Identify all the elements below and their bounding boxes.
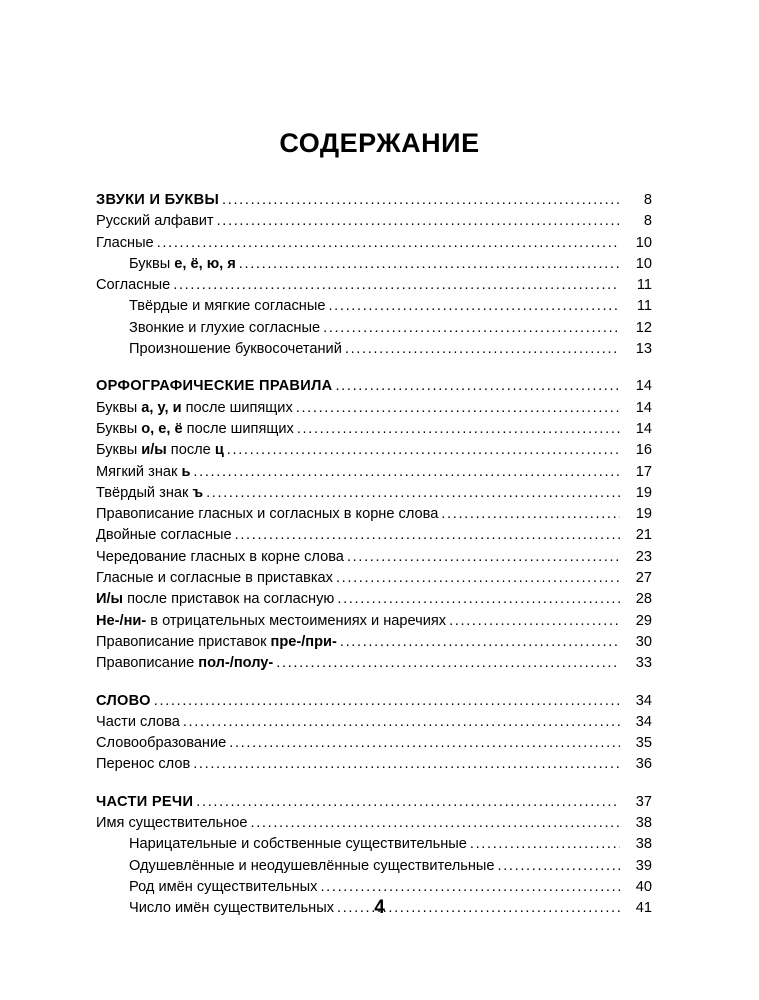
dot-leader (235, 525, 620, 546)
toc-entry-title (96, 483, 203, 504)
toc-page-number: 16 (635, 442, 652, 459)
toc-entry-title-bold-part: ъ (192, 484, 204, 501)
toc-entry-title-bold-part: Не-/ни- (96, 612, 147, 629)
toc-entry (96, 525, 652, 546)
toc-entry-title (96, 398, 293, 419)
toc-entry (96, 547, 652, 568)
toc-entry-title-part: Согласные (96, 277, 171, 294)
dot-leader (323, 318, 620, 339)
toc-entry-title-part: Буквы (96, 399, 142, 416)
toc-entry-title-part: Нарицательные и собственные существительные (129, 836, 467, 853)
toc-entry-title-part: Русский алфавит (96, 213, 214, 230)
toc-entry (96, 398, 652, 419)
toc-section-heading (96, 376, 652, 397)
toc-entry-title (96, 589, 334, 610)
dot-leader (222, 190, 620, 211)
dot-leader (276, 653, 620, 674)
dot-leader (173, 275, 620, 296)
toc-entry (96, 653, 652, 674)
dot-leader (441, 504, 620, 525)
toc-entry (96, 275, 652, 296)
toc-entry-title-bold-part: ЗВУКИ И БУКВЫ (96, 192, 220, 208)
toc-page-number: 14 (635, 378, 652, 395)
toc-entry (96, 318, 652, 339)
toc-entry-title (96, 462, 190, 483)
toc-entry (96, 339, 652, 360)
toc-page-number: 21 (635, 527, 652, 544)
toc-entry (96, 733, 652, 754)
toc-page-number: 36 (635, 756, 652, 773)
toc-entry (96, 254, 652, 275)
dot-leader (196, 792, 620, 813)
toc-entry (96, 483, 652, 504)
toc-entry-title-part: Буквы (96, 442, 142, 459)
toc-page-number: 8 (643, 213, 652, 230)
toc-entry-title-part: Части слова (96, 713, 180, 730)
toc-entry (96, 834, 652, 855)
toc-entry (96, 877, 652, 898)
section-gap (96, 675, 652, 691)
toc-entry-title (96, 733, 226, 754)
toc-entry (96, 589, 652, 610)
toc-page-number: 11 (636, 277, 652, 294)
toc-entry-title-bold-part: СЛОВО (96, 692, 151, 709)
toc-page-number: 8 (643, 192, 652, 208)
toc-entry (96, 754, 652, 775)
dot-leader (297, 419, 620, 440)
toc-entry-title-part: Правописание (96, 655, 199, 672)
dot-leader (498, 856, 620, 877)
toc-page-number: 17 (635, 463, 652, 480)
toc-page-number: 33 (635, 655, 652, 672)
toc-entry-title-part: Произношение буквосочетаний (129, 341, 342, 358)
toc-entry-title-bold-part: ц (214, 442, 224, 459)
dot-leader (229, 733, 620, 754)
toc-page-number: 19 (635, 484, 652, 501)
toc-entry-title-part: Двойные согласные (96, 527, 232, 544)
toc-page-number: 10 (635, 255, 652, 272)
toc-entry-title-part: Правописание гласных и согласных в корне слова (96, 506, 439, 523)
dot-leader (193, 462, 620, 483)
toc-entry-title (96, 712, 180, 733)
toc-entry-title-bold-part: пол-/полу- (198, 655, 274, 672)
page-title: СОДЕРЖАНИЕ (279, 128, 480, 158)
toc-entry-title-part: Род имён существительных (129, 878, 318, 895)
toc-entry-title (96, 376, 332, 397)
toc-entry-title-bold-part: ь (181, 463, 191, 480)
toc-page-number: 37 (635, 793, 652, 810)
toc-page-number: 14 (635, 399, 652, 416)
toc-entry (96, 611, 652, 632)
toc-entry-title-part: Твёрдые и мягкие согласные (129, 298, 326, 315)
toc-entry (96, 712, 652, 733)
toc-entry (96, 632, 652, 653)
toc-section-heading (96, 190, 652, 211)
dot-leader (337, 589, 620, 610)
toc-entry-title (96, 813, 247, 834)
toc-page-number: 27 (635, 570, 652, 587)
toc-entry-title (96, 691, 151, 712)
toc-entry-title (96, 504, 438, 525)
toc-section-heading (96, 792, 652, 813)
toc-entry-title (96, 275, 170, 296)
toc-entry-title (96, 233, 154, 254)
toc-entry (96, 568, 652, 589)
toc-entry-title-part: Чередование гласных в корне слова (96, 548, 344, 565)
toc-entry (96, 419, 652, 440)
section-gap (96, 776, 652, 792)
toc-page-number: 13 (635, 341, 652, 358)
toc-entry-title-part: Имя существительное (96, 815, 248, 832)
dot-leader (470, 834, 620, 855)
toc-entry-title (96, 856, 495, 877)
toc-page-number: 41 (635, 900, 652, 917)
toc-entry-title-part: Число имён существительных (129, 900, 334, 917)
toc-page-number: 35 (635, 735, 652, 752)
toc-page-number: 40 (635, 878, 652, 895)
dot-leader (183, 712, 620, 733)
toc-entry-title-part: Словообразование (96, 735, 227, 752)
toc-entry-title (96, 339, 342, 360)
toc-entry-title (96, 296, 325, 317)
toc-entry-title (96, 547, 344, 568)
toc-entry-title-bold-part: е, ё, ю, я (174, 255, 236, 272)
toc-page-number: 23 (635, 548, 652, 565)
dot-leader (217, 211, 620, 232)
toc-entry-title-part: Перенос слов (96, 756, 191, 773)
toc-entry-title-bold-part: и/ы (141, 442, 167, 459)
toc-entry-title (96, 653, 273, 674)
toc-page-number: 19 (635, 506, 652, 523)
toc-page-number: 38 (635, 815, 652, 832)
toc-entry-title (96, 211, 214, 232)
toc-entry (96, 440, 652, 461)
toc-page-number: 34 (635, 692, 652, 709)
toc-entry-title-part: Одушевлённые и неодушевлённые существительные (129, 857, 495, 874)
toc-page-number: 30 (635, 633, 652, 650)
toc-entry-title (96, 834, 467, 855)
dot-leader (296, 398, 620, 419)
toc-entry-title-part: Правописание приставок (96, 633, 271, 650)
toc-page-number: 29 (635, 612, 652, 629)
toc-entry-title-bold-part: ОРФОГРАФИЧЕСКИЕ ПРАВИЛА (96, 378, 333, 395)
toc-entry-title-part: Звонкие и глухие согласные (129, 319, 321, 336)
toc-entry-title-part: Буквы (129, 255, 175, 272)
toc-entry-title-part: после шипящих (182, 420, 294, 437)
dot-leader (250, 813, 620, 834)
toc-page-number: 12 (635, 319, 652, 336)
table-of-contents (96, 190, 652, 920)
toc-entry (96, 211, 652, 232)
dot-leader (206, 483, 620, 504)
toc-entry-title-part: Гласные (96, 234, 154, 251)
toc-entry-title-part: Гласные и согласные в приставках (96, 570, 333, 587)
dot-leader (336, 568, 620, 589)
toc-entry (96, 233, 652, 254)
dot-leader (154, 691, 620, 712)
toc-page-number: 14 (635, 420, 652, 437)
dot-leader (340, 632, 620, 653)
section-gap (96, 360, 652, 376)
toc-entry-title-bold-part: о, е, ё (141, 420, 183, 437)
toc-page-number: 10 (635, 234, 652, 251)
toc-entry-title-part: в отрицательных местоимениях и наречиях (146, 612, 447, 629)
toc-entry-title (96, 254, 236, 275)
dot-leader (157, 233, 620, 254)
toc-entry-title (96, 318, 320, 339)
toc-entry-title (96, 568, 333, 589)
toc-entry-title-bold-part: И/ы (96, 591, 124, 608)
toc-entry-title (96, 632, 337, 653)
toc-page-number: 11 (636, 298, 652, 315)
toc-entry (96, 856, 652, 877)
page-number: 4 (374, 897, 385, 918)
toc-entry-title-part: Буквы (96, 420, 142, 437)
toc-page-number: 38 (635, 836, 652, 853)
dot-leader (227, 440, 620, 461)
toc-entry-title (96, 440, 224, 461)
dot-leader (345, 339, 620, 360)
toc-entry-title (96, 611, 446, 632)
toc-entry-title (96, 877, 317, 898)
toc-entry-title-bold-part: ЧАСТИ РЕЧИ (96, 793, 194, 810)
toc-entry-title-bold-part: пре-/при- (270, 633, 337, 650)
dot-leader (335, 376, 620, 397)
toc-entry-title (96, 754, 190, 775)
toc-page-number: 34 (635, 713, 652, 730)
toc-entry (96, 813, 652, 834)
toc-entry-title (96, 792, 193, 813)
dot-leader (328, 296, 620, 317)
toc-entry-title (96, 525, 232, 546)
dot-leader (239, 254, 620, 275)
toc-entry-title (96, 419, 294, 440)
toc-entry-title (96, 190, 219, 211)
toc-entry-title-part: после приставок на согласную (123, 591, 335, 608)
dot-leader (320, 877, 620, 898)
toc-entry (96, 462, 652, 483)
toc-entry-title-bold-part: а, у, и (141, 399, 182, 416)
toc-entry-title-part: Мягкий знак (96, 463, 182, 480)
toc-entry (96, 504, 652, 525)
dot-leader (193, 754, 620, 775)
toc-entry (96, 296, 652, 317)
dot-leader (347, 547, 620, 568)
toc-entry-title-part: после шипящих (181, 399, 293, 416)
toc-page-number: 39 (635, 857, 652, 874)
toc-entry-title-part: Твёрдый знак (96, 484, 193, 501)
dot-leader (449, 611, 620, 632)
toc-page-number: 28 (635, 591, 652, 608)
toc-entry-title-part: после (166, 442, 215, 459)
toc-section-heading (96, 691, 652, 712)
